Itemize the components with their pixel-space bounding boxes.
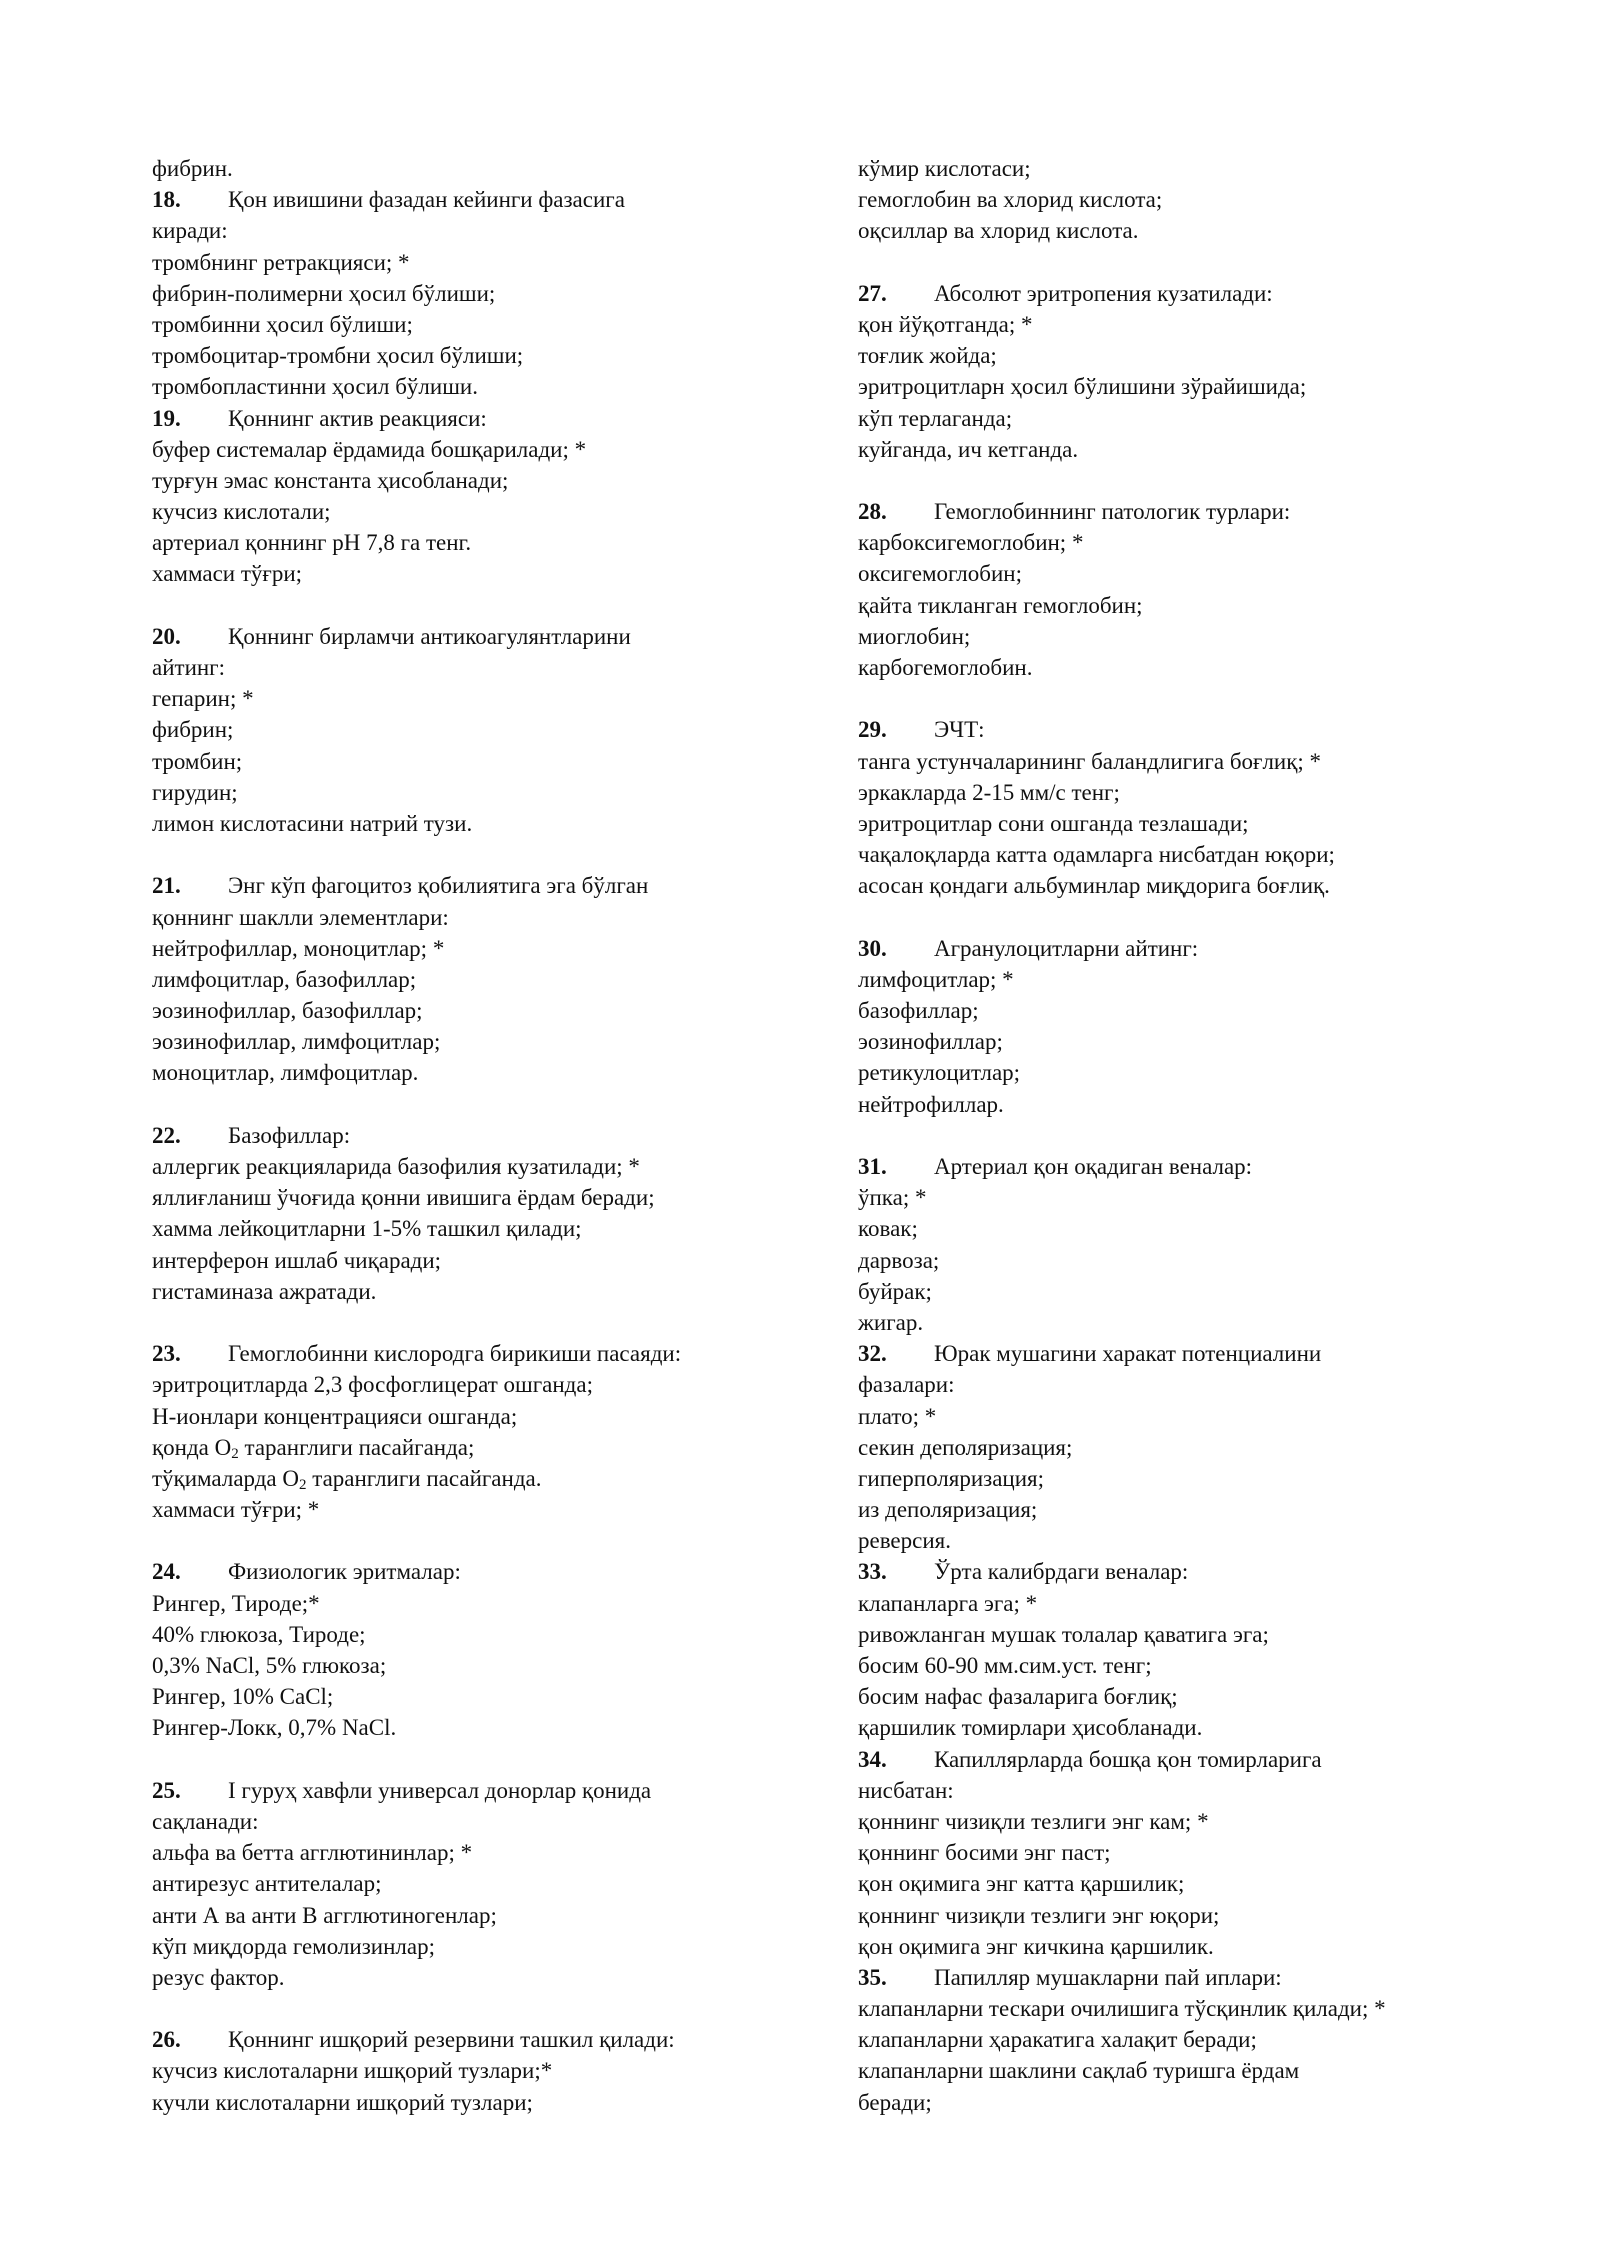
answer-option: гиперполяризация; — [858, 1465, 1045, 1491]
answer-option: артериал қоннинг pH 7,8 га тенг. — [152, 530, 472, 556]
question-heading — [152, 1775, 792, 1806]
answer-option: фибрин. — [152, 156, 233, 181]
blank-line — [858, 683, 1518, 714]
answer-option: қоннинг шаклли элементлари: — [152, 904, 449, 930]
question-heading — [858, 933, 1518, 964]
question-heading — [152, 621, 792, 652]
question-heading — [858, 714, 1518, 745]
answer-option: плато; * — [858, 1403, 937, 1429]
answer-option: из деполяризация; — [858, 1497, 1038, 1523]
answer-option: 0,3% NaCl, 5% глюкоза; — [152, 1653, 387, 1678]
answer-option: карбогемоглобин. — [858, 655, 1033, 680]
answer-option: антирезус антителалар; — [152, 1871, 382, 1897]
answer-option: эритроцитларда 2,3 фосфоглицерат ошганда; — [152, 1372, 593, 1398]
answer-option: лимфоцитлар, базофиллар; — [152, 966, 417, 992]
question-text: I гуруҳ хавфли универсал донорлар қонида — [228, 1777, 652, 1803]
answer-option: босим нафас фазаларига боғлиқ; — [858, 1684, 1178, 1710]
question-heading — [858, 496, 1518, 527]
question-number: 24. — [152, 1559, 181, 1585]
question-text: ЭЧТ: — [934, 717, 985, 743]
answer-option: тромбнинг ретракцияси; * — [152, 249, 410, 275]
answer-option: қон оқимига энг кичкина қаршилик. — [858, 1933, 1214, 1959]
question-text: Қоннинг ишқорий резервини ташкил қилади: — [228, 2027, 675, 2053]
blank-line — [152, 1525, 792, 1556]
subscript: 2 — [231, 1445, 239, 1462]
answer-option: айтинг: — [152, 655, 226, 680]
blank-line — [152, 1744, 792, 1775]
answer-option: кучли кислоталарни ишқорий тузлари; — [152, 2089, 533, 2115]
question-text: Ўрта калибрдаги веналар: — [934, 1559, 1189, 1585]
question-text: Юрак мушагини харакат потенциалини — [934, 1341, 1322, 1367]
answer-option: қон оқимига энг катта қаршилик; — [858, 1871, 1185, 1897]
question-number: 25. — [152, 1777, 181, 1803]
question-text: Қоннинг бирламчи антикоагулянтларини — [228, 623, 631, 649]
answer-option: нисбатан: — [858, 1777, 954, 1803]
question-heading — [152, 1120, 792, 1151]
question-number: 34. — [858, 1746, 887, 1772]
answer-option: Рингер, Тироде;* — [152, 1590, 320, 1616]
answer-option: қоннинг чизиқли тезлиги энг юқори; — [858, 1902, 1220, 1928]
answer-option: ривожланган мушак толалар қаватига эга; — [858, 1621, 1269, 1647]
answer-option: хаммаси тўғри; * — [152, 1497, 320, 1523]
answer-option: фазалари: — [858, 1372, 955, 1398]
answer-text: таранглиги пасайганда. — [306, 1465, 542, 1491]
answer-option: босим 60-90 мм.сим.уст. тенг; — [858, 1653, 1152, 1678]
answer-option: дарвоза; — [858, 1247, 940, 1273]
question-number: 26. — [152, 2027, 181, 2053]
answer-option: тромбинни ҳосил бўлиши; — [152, 311, 413, 337]
question-text: Қоннинг актив реакцияси: — [228, 405, 487, 431]
answer-option: фибрин-полимерни ҳосил бўлиши; — [152, 280, 496, 306]
answer-text: таранглиги пасайганда; — [238, 1434, 475, 1460]
answer-text: қонда О — [152, 1434, 232, 1460]
answer-option: тромбин; — [152, 748, 243, 774]
answer-option: эркакларда 2-15 мм/с тенг; — [858, 779, 1120, 805]
question-heading — [858, 1151, 1518, 1182]
answer-option: турғун эмас константа ҳисобланади; — [152, 467, 509, 493]
answer-option: ковак; — [858, 1216, 918, 1242]
answer-option: клапанларни ҳаракатига халақит беради; — [858, 2027, 1257, 2053]
answer-option: аллергик реакцияларида базофилия кузатилади; * — [152, 1154, 640, 1179]
answer-option: чақалоқларда катта одамларга нисбатдан юқори; — [858, 842, 1335, 868]
answer-option: кучсиз кислоталарни ишқорий тузлари;* — [152, 2058, 553, 2084]
answer-option: буйрак; — [858, 1278, 932, 1304]
answer-option: миоглобин; — [858, 623, 971, 649]
question-number: 23. — [152, 1341, 181, 1367]
blank-line — [152, 590, 792, 621]
answer-option: оқсиллар ва хлорид кислота. — [858, 218, 1139, 244]
answer-option: эритроцитларн ҳосил бўлишини зўрайишида; — [858, 374, 1307, 400]
answer-option — [152, 1432, 792, 1463]
question-text: Физиологик эритмалар: — [228, 1559, 461, 1585]
question-text: Гемоглобинни кислородга бирикиши пасаяди: — [228, 1341, 682, 1367]
answer-option: қоннинг чизиқли тезлиги энг кам; * — [858, 1808, 1209, 1834]
question-text: Артериал қон оқадиган веналар: — [934, 1154, 1253, 1179]
question-heading — [152, 403, 792, 434]
question-number: 18. — [152, 187, 181, 213]
question-heading — [858, 1962, 1518, 1993]
answer-option: беради; — [858, 2089, 932, 2115]
answer-option: Н-ионлари концентрацияси ошганда; — [152, 1403, 518, 1429]
question-heading — [152, 1556, 792, 1587]
blank-line — [858, 1120, 1518, 1151]
blank-line — [152, 839, 792, 870]
question-heading — [858, 1744, 1518, 1775]
answer-option: реверсия. — [858, 1528, 951, 1554]
answer-option: клапанларга эга; * — [858, 1590, 1038, 1616]
answer-option: буфер системалар ёрдамида бошқарилади; * — [152, 436, 587, 462]
question-number: 29. — [858, 717, 887, 743]
answer-option: Рингер, 10% CaCl; — [152, 1684, 334, 1710]
question-text: Гемоглобиннинг патологик турлари: — [934, 499, 1291, 525]
answer-option: қон йўқотганда; * — [858, 311, 1033, 337]
answer-option: 40% глюкоза, Тироде; — [152, 1621, 366, 1647]
answer-option: интерферон ишлаб чиқаради; — [152, 1247, 442, 1273]
blank-line — [858, 465, 1518, 496]
question-heading — [858, 1556, 1518, 1587]
answer-option: лимфоцитлар; * — [858, 966, 1014, 992]
left-column — [152, 153, 792, 2118]
blank-line — [152, 1089, 792, 1120]
answer-option: кучсиз кислотали; — [152, 499, 331, 525]
answer-option: яллиғланиш ўчоғида қонни ивишига ёрдам беради; — [152, 1185, 655, 1211]
answer-option: қайта тикланган гемоглобин; — [858, 592, 1143, 618]
answer-option: кўп терлаганда; — [858, 405, 1013, 431]
answer-option: тромбоцитар-тромбни ҳосил бўлиши; — [152, 343, 524, 369]
answer-option: киради: — [152, 218, 228, 244]
question-text: Абсолют эритропения кузатилади: — [934, 280, 1273, 306]
answer-text: тўқималарда О — [152, 1465, 299, 1491]
answer-option: эозинофиллар; — [858, 1029, 1003, 1055]
answer-option: тоғлик жойда; — [858, 343, 997, 369]
question-text: Агранулоцитларни айтинг: — [934, 935, 1199, 961]
answer-option: гепарин; * — [152, 686, 254, 712]
answer-option: тромбопластинни ҳосил бўлиши. — [152, 374, 478, 400]
answer-option: моноцитлар, лимфоцитлар. — [152, 1060, 419, 1086]
answer-option: оксигемоглобин; — [858, 561, 1022, 587]
answer-option: сақланади: — [152, 1808, 259, 1834]
question-number: 35. — [858, 1964, 887, 1990]
answer-option: эозинофиллар, лимфоцитлар; — [152, 1029, 441, 1055]
answer-option: гемоглобин ва хлорид кислота; — [858, 187, 1163, 213]
right-column — [858, 153, 1518, 2118]
answer-option: гирудин; — [152, 779, 238, 805]
question-heading — [152, 1338, 792, 1369]
question-number: 19. — [152, 405, 181, 431]
question-text: Қон ивишини фазадан кейинги фазасига — [228, 187, 625, 213]
blank-line — [152, 1307, 792, 1338]
answer-option: ретикулоцитлар; — [858, 1060, 1021, 1086]
question-text: Папилляр мушакларни пай иплари: — [934, 1964, 1282, 1990]
answer-option: клапанларни тескари очилишига тўсқинлик қилади; * — [858, 1996, 1386, 2022]
answer-option: секин деполяризация; — [858, 1434, 1073, 1460]
answer-option: клапанларни шаклини сақлаб туришга ёрдам — [858, 2058, 1300, 2084]
answer-option: жигар. — [858, 1309, 924, 1335]
question-heading — [152, 184, 792, 215]
answer-option: карбоксигемоглобин; * — [858, 530, 1084, 556]
question-heading — [858, 278, 1518, 309]
answer-option: анти А ва анти В агглютиногенлар; — [152, 1902, 497, 1928]
question-number: 20. — [152, 623, 181, 649]
question-text: Капиллярларда бошқа қон томирларига — [934, 1746, 1322, 1772]
answer-option: базофиллар; — [858, 998, 979, 1024]
question-number: 33. — [858, 1559, 887, 1585]
question-heading — [152, 2024, 792, 2055]
answer-option: кўп миқдорда гемолизинлар; — [152, 1933, 435, 1959]
answer-option: ўпка; * — [858, 1185, 927, 1211]
answer-option: танга устунчаларининг баландлигига боғлиқ; * — [858, 748, 1322, 774]
blank-line — [152, 1993, 792, 2024]
answer-option: эритроцитлар сони ошганда тезлашади; — [858, 810, 1249, 836]
answer-option — [152, 1463, 792, 1494]
answer-option: резус фактор. — [152, 1964, 285, 1990]
question-heading — [858, 1338, 1518, 1369]
answer-option: фибрин; — [152, 717, 234, 743]
question-text: Базофиллар: — [228, 1122, 351, 1148]
blank-line — [858, 247, 1518, 278]
answer-option: нейтрофиллар, моноцитлар; * — [152, 935, 445, 961]
question-text: Энг кўп фагоцитоз қобилиятига эга бўлган — [228, 873, 649, 899]
subscript: 2 — [299, 1476, 307, 1493]
question-heading — [152, 870, 792, 901]
answer-option: лимон кислотасини натрий тузи. — [152, 810, 473, 836]
answer-option: хаммаси тўғри; — [152, 561, 303, 587]
answer-option: қоннинг босими энг паст; — [858, 1840, 1111, 1866]
answer-option: Рингер-Локк, 0,7% NaCl. — [152, 1715, 397, 1741]
question-number: 27. — [858, 280, 887, 306]
question-number: 31. — [858, 1154, 887, 1179]
question-number: 30. — [858, 935, 887, 961]
answer-option: қаршилик томирлари ҳисобланади. — [858, 1715, 1203, 1741]
answer-option: куйганда, ич кетганда. — [858, 436, 1079, 462]
answer-option: альфа ва бетта агглютининлар; * — [152, 1840, 473, 1866]
answer-option: эозинофиллар, базофиллар; — [152, 998, 423, 1024]
question-number: 21. — [152, 873, 181, 899]
answer-option: кўмир кислотаси; — [858, 156, 1031, 181]
answer-option: нейтрофиллар. — [858, 1091, 1004, 1117]
answer-option: асосан қондаги альбуминлар миқдорига боғлиқ. — [858, 873, 1330, 899]
question-number: 28. — [858, 499, 887, 525]
answer-option: гистаминаза ажратади. — [152, 1278, 377, 1304]
blank-line — [858, 902, 1518, 933]
answer-option: хамма лейкоцитларни 1-5% ташкил қилади; — [152, 1216, 582, 1242]
question-number: 22. — [152, 1122, 181, 1148]
question-number: 32. — [858, 1341, 887, 1367]
